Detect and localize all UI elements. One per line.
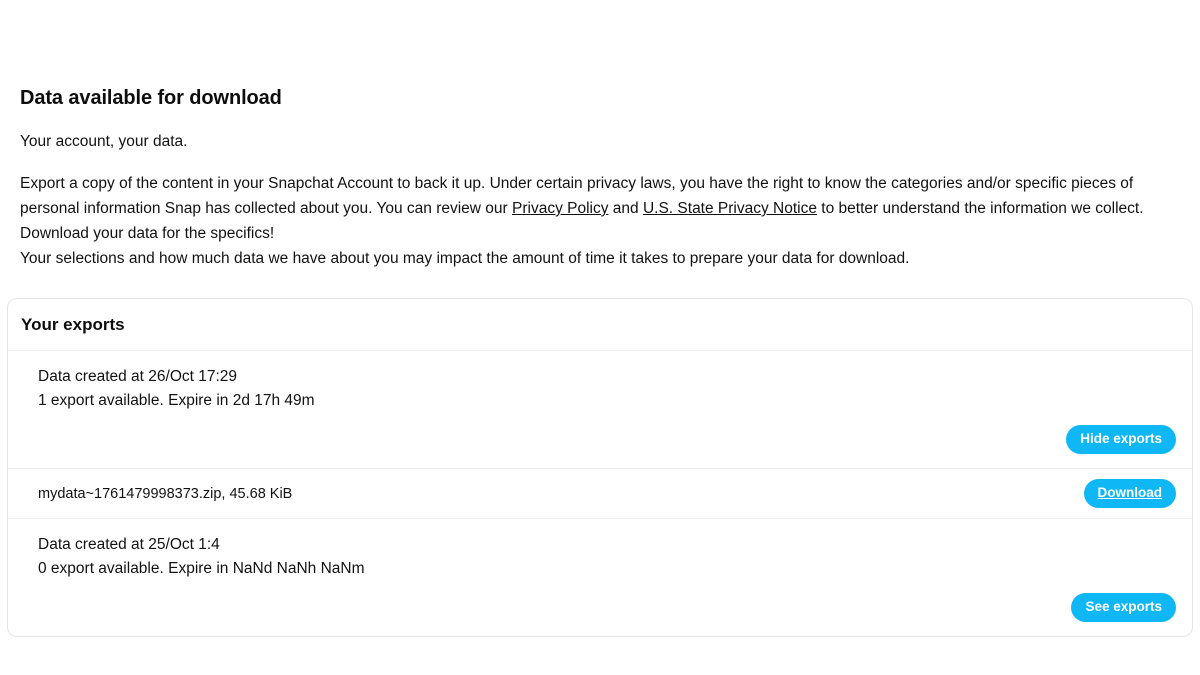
export-file-row — [8, 469, 1192, 519]
description-paragraph — [20, 171, 1180, 271]
export-actions — [38, 593, 1176, 622]
download-button[interactable]: Download — [1084, 479, 1177, 508]
page-subtitle: Your account, your data. — [20, 133, 188, 150]
export-availability-status: 0 export available. Expire in NaNd NaNh NaNm — [38, 560, 365, 577]
see-exports-button[interactable]: See exports — [1071, 593, 1176, 622]
export-availability-status: 1 export available. Expire in 2d 17h 49m — [38, 392, 315, 409]
export-created-date: Data created at 25/Oct 1:4 — [38, 536, 220, 553]
description-line-two: Your selections and how much data we have about you may impact the amount of time it takes to prepare your data for download. — [20, 250, 910, 267]
us-state-privacy-notice-link[interactable]: U.S. State Privacy Notice — [642, 200, 817, 217]
description-text-part1: Export a copy of the content in your Snapchat Account to back it up. Under certain privacy laws, you have the right to know the categories and/or specific pieces of personal information Snap has collected about you. You can review our — [20, 175, 1134, 217]
hide-exports-button[interactable]: Hide exports — [1066, 425, 1176, 454]
export-file-name: mydata~1761479998373.zip, 45.68 KiB — [38, 485, 293, 502]
export-created-date: Data created at 26/Oct 17:29 — [38, 368, 238, 385]
export-group — [8, 519, 1192, 636]
description-text-part2: and — [608, 200, 643, 217]
main-content — [0, 50, 1200, 637]
page-title: Data available for download — [20, 87, 282, 109]
your-exports-card — [7, 298, 1193, 637]
export-actions — [38, 425, 1176, 454]
privacy-policy-link[interactable]: Privacy Policy — [512, 200, 609, 217]
description-text-part3: to better understand the information we collect. Download your data for the specifics! — [20, 200, 1144, 242]
export-group — [8, 351, 1192, 469]
your-exports-title: Your exports — [8, 299, 1192, 351]
